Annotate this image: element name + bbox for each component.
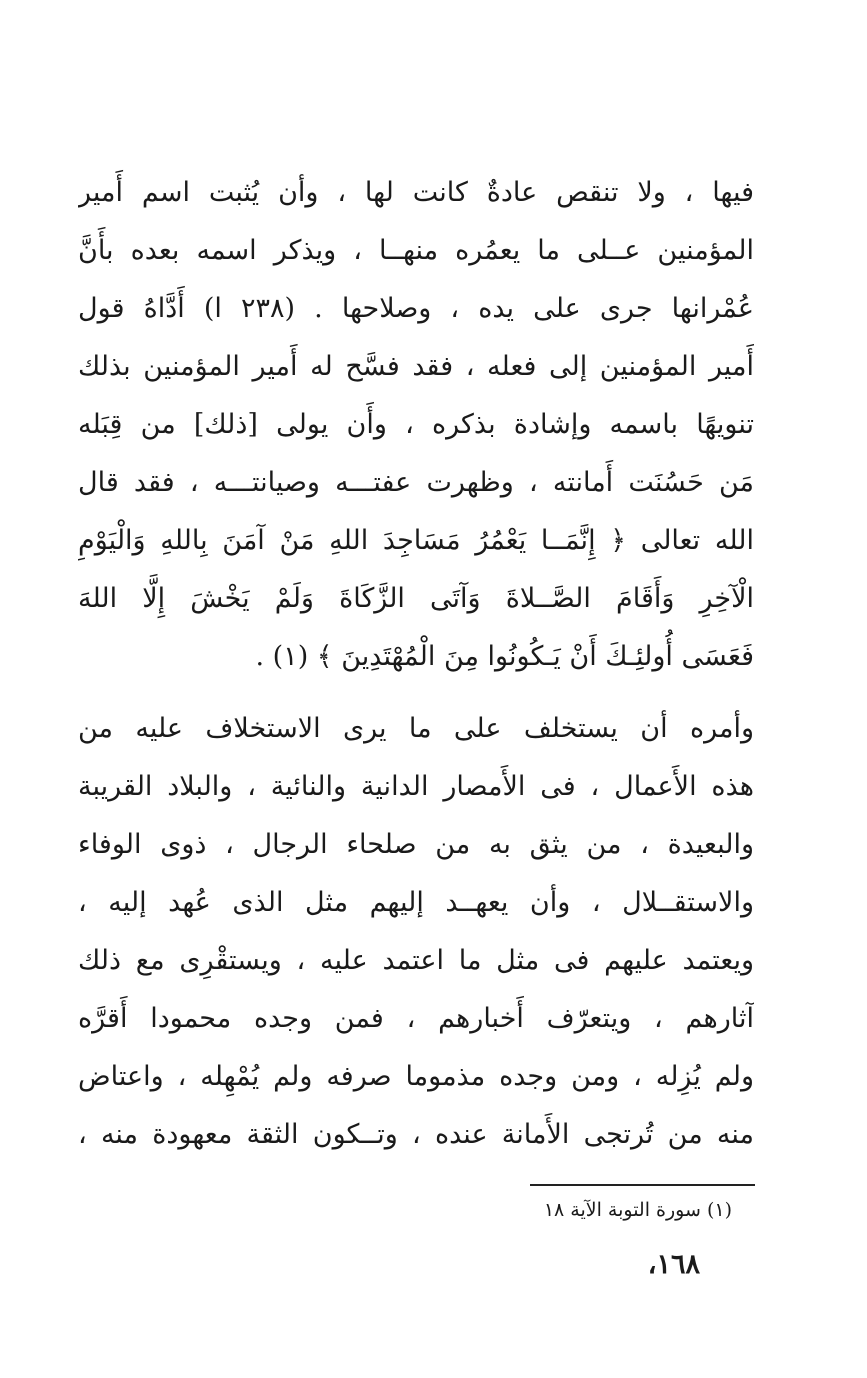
page-number: ١٦٨، — [647, 1249, 700, 1280]
text-line: منه من تُرتجى الأَمانة عنده ، وتــكون الثقة معهودة منه ، — [78, 1119, 754, 1150]
text-line: المؤمنين عــلى ما يعمُره منهــا ، ويذكر اسمه بعده بأَنَّ — [78, 235, 754, 266]
text-line: والاستقــلال ، وأن يعهــد إليهم مثل الذى عُهد إليه ، — [78, 887, 754, 918]
text-line: عُمْرانها جرى على يده ، وصلاحها . (٢٣٨ ا) أَدَّاهُ قول — [78, 293, 754, 324]
footnote-divider — [530, 1184, 755, 1186]
text-line: والبعيدة ، من يثق به من صلحاء الرجال ، ذوى الوفاء — [78, 829, 754, 860]
text-line: فيها ، ولا تنقص عادةٌ كانت لها ، وأن يُثبت اسم أَمير — [78, 177, 754, 208]
paragraph-1 — [78, 164, 754, 686]
text-line: مَن حَسُنَت أَمانته ، وظهرت عفتـــه وصيانتـــه ، فقد قال — [78, 467, 754, 498]
text-line: آثارهم ، ويتعرّف أَخبارهم ، فمن وجده محمودا أَقرَّه — [78, 1003, 754, 1034]
paragraph-2 — [78, 700, 754, 1164]
quran-verse-line: فَعَسَى أُولئِـكَ أَنْ يَـكُونُوا مِنَ الْمُهْتَدِينَ ﴾ (١) . — [255, 641, 754, 672]
text-line: أَمير المؤمنين إلى فعله ، فقد فسَّح له أَمير المؤمنين بذلك — [78, 351, 754, 382]
text-line: هذه الأَعمال ، فى الأَمصار الدانية والنائية ، والبلاد القريبة — [78, 771, 754, 802]
text-line: ويعتمد عليهم فى مثل ما اعتمد عليه ، ويستقْرِى مع ذلك — [78, 945, 754, 976]
footnote: (١) سورة التوبة الآية ١٨ — [543, 1199, 732, 1221]
quran-verse-line: الله تعالى ﴿ إِنَّمَــا يَعْمُرُ مَسَاجِدَ اللهِ مَنْ آمَنَ بِاللهِ وَالْيَوْمِ — [78, 525, 754, 556]
text-line: تنويهًا باسمه وإشادة بذكره ، وأَن يولى [ذلك] من قِبَله — [78, 409, 754, 440]
text-line: ولم يُزِله ، ومن وجده مذموما صرفه ولم يُمْهِله ، واعتاض — [78, 1061, 754, 1092]
quran-verse-line: الْآخِرِ وَأَقَامَ الصَّــلاةَ وَآتَى الزَّكَاةَ وَلَمْ يَخْشَ إِلَّا اللهَ — [78, 583, 754, 614]
text-line: وأمره أن يستخلف على ما يرى الاستخلاف عليه من — [78, 713, 754, 744]
